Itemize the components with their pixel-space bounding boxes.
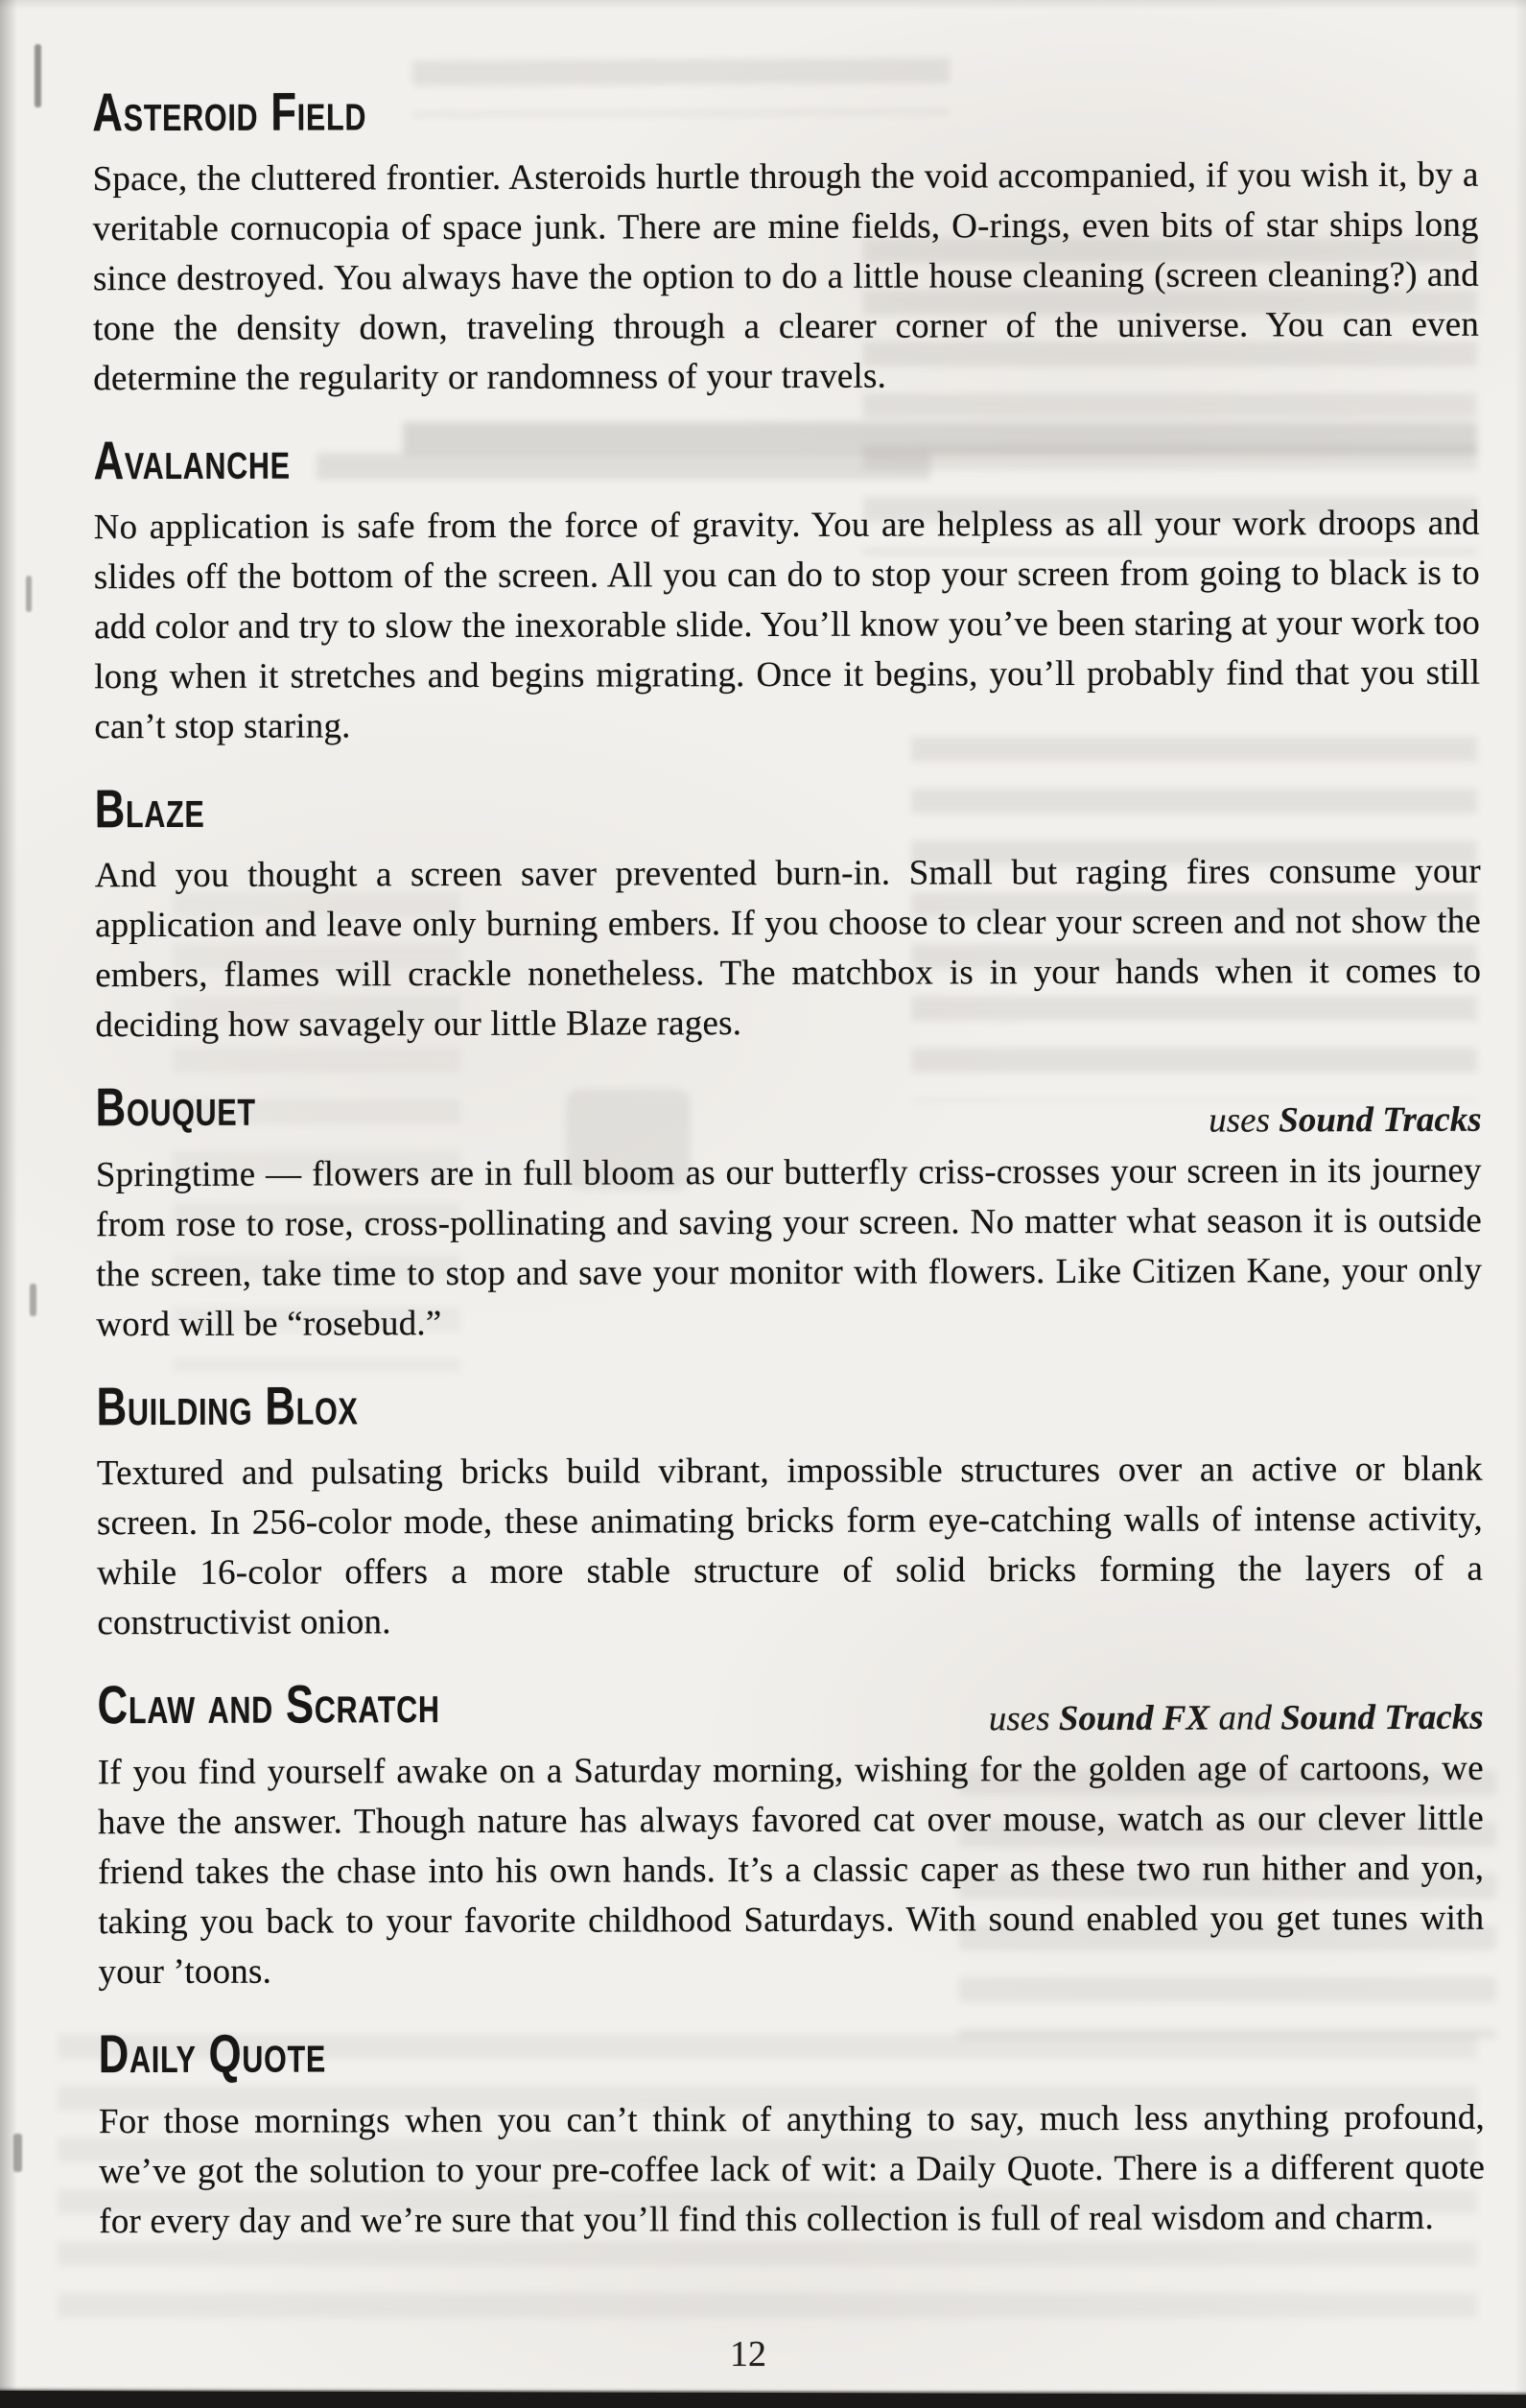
section-body-avalanche: No application is safe from the force of gravity. You are helpless as all your work droops and slides off the bottom of the screen. All you can do to stop your screen from going to black is to add color and try to slow the inexorable slide. You’ll know you’ve been staring at your work too long when it stretches and begins migrating. Once it begins, you’ll probably find that you still can’t stop staring. (93, 503, 1481, 747)
section-avalanche (93, 429, 1480, 753)
uses-note-product-name: Sound Tracks (1280, 1698, 1484, 1738)
uses-note-product-name: Sound Tracks (1279, 1099, 1482, 1141)
section-heading-row (93, 429, 1479, 491)
uses-note-text: uses (988, 1699, 1059, 1739)
uses-note-text: uses (1209, 1100, 1279, 1141)
section-title-bouquet: Bouquet (95, 1075, 256, 1138)
uses-sound-tracks-note (1209, 1099, 1482, 1142)
section-title-avalanche: Avalanche (93, 429, 291, 491)
section-heading-row (95, 1075, 1482, 1141)
section-bouquet (96, 1075, 1483, 1351)
section-heading-row (92, 81, 1478, 143)
section-body-building-blox: Textured and pulsating bricks build vibrant, impossible structures over an active or blank screen. In 256-color mode, these animating bricks form eye-catching walls of intense activity, while 16-color offers a more stable structure of solid bricks forming the layers of a constructivist onion. (96, 1450, 1484, 1643)
section-blaze (95, 777, 1482, 1051)
section-heading-row (96, 1375, 1483, 1437)
section-title-asteroid-field: Asteroid Field (92, 81, 367, 143)
section-claw-and-scratch (97, 1673, 1484, 1998)
section-title-claw-and-scratch: Claw and Scratch (97, 1673, 440, 1735)
section-title-daily-quote: Daily Quote (98, 2022, 327, 2085)
page-number: 12 (730, 2334, 766, 2374)
uses-note-product-name: Sound FX (1058, 1698, 1210, 1739)
section-heading-row (97, 1673, 1484, 1739)
section-heading-row (98, 2022, 1485, 2085)
section-heading-row (95, 777, 1481, 837)
scanner-edge-band (0, 2391, 1526, 2408)
section-body-bouquet: Springtime — flowers are in full bloom as our butterfly criss-crosses your screen in its journey from rose to rose, cross-pollinating and saving your screen. No matter what season it is outside the screen, take time to stop and save your monitor with flowers. Like Citizen Kane, your only word will be “rosebud.” (95, 1150, 1483, 1345)
section-daily-quote (99, 2022, 1486, 2247)
section-title-building-blox: Building Blox (96, 1375, 359, 1437)
section-body-asteroid-field: Space, the cluttered frontier. Asteroids hurtle through the void accompanied, if you wish it, by a veritable cornucopia of space junk. There are mine fields, O-rings, even bits of star ships long since destroyed. You always have the option to do a little house cleaning (screen cleaning?) and tone the density down, traveling through a clearer corner of the universe. You can even determine the regularity or randomness of your travels. (92, 154, 1480, 399)
section-body-claw-and-scratch: If you find yourself awake on a Saturday morning, wishing for the golden age of cartoons, we have the answer. Though nature has always favored cat over mouse, watch as our clever little friend takes the chase into his own hands. It’s a classic caper as these two run hither and yon, taking you back to your favorite childhood Saturdays. With sound enabled you get tunes with your ’toons. (97, 1749, 1485, 1993)
section-body-daily-quote: For those mornings when you can’t think of anything to say, much less anything profound, we’ve got the solution to your pre-coffee lack of wit: a Daily Quote. There is a different quote for every day and we’re sure that you’ll find this collection is full of real wisdom and charm. (98, 2097, 1486, 2241)
section-asteroid-field (92, 81, 1479, 405)
section-title-blaze: Blaze (94, 778, 205, 839)
section-building-blox (97, 1375, 1484, 1649)
section-body-blaze: And you thought a screen saver prevented burn-in. Small but raging fires consume your application and leave only burning embers. If you choose to clear your screen and not show the embers, flames will crackle nonetheless. The matchbox is in your hands when it comes to deciding how savagely our little Blaze rages. (94, 851, 1482, 1046)
uses-sound-fx-and-sound-tracks-note (989, 1697, 1484, 1740)
uses-note-text: and (1209, 1698, 1281, 1738)
